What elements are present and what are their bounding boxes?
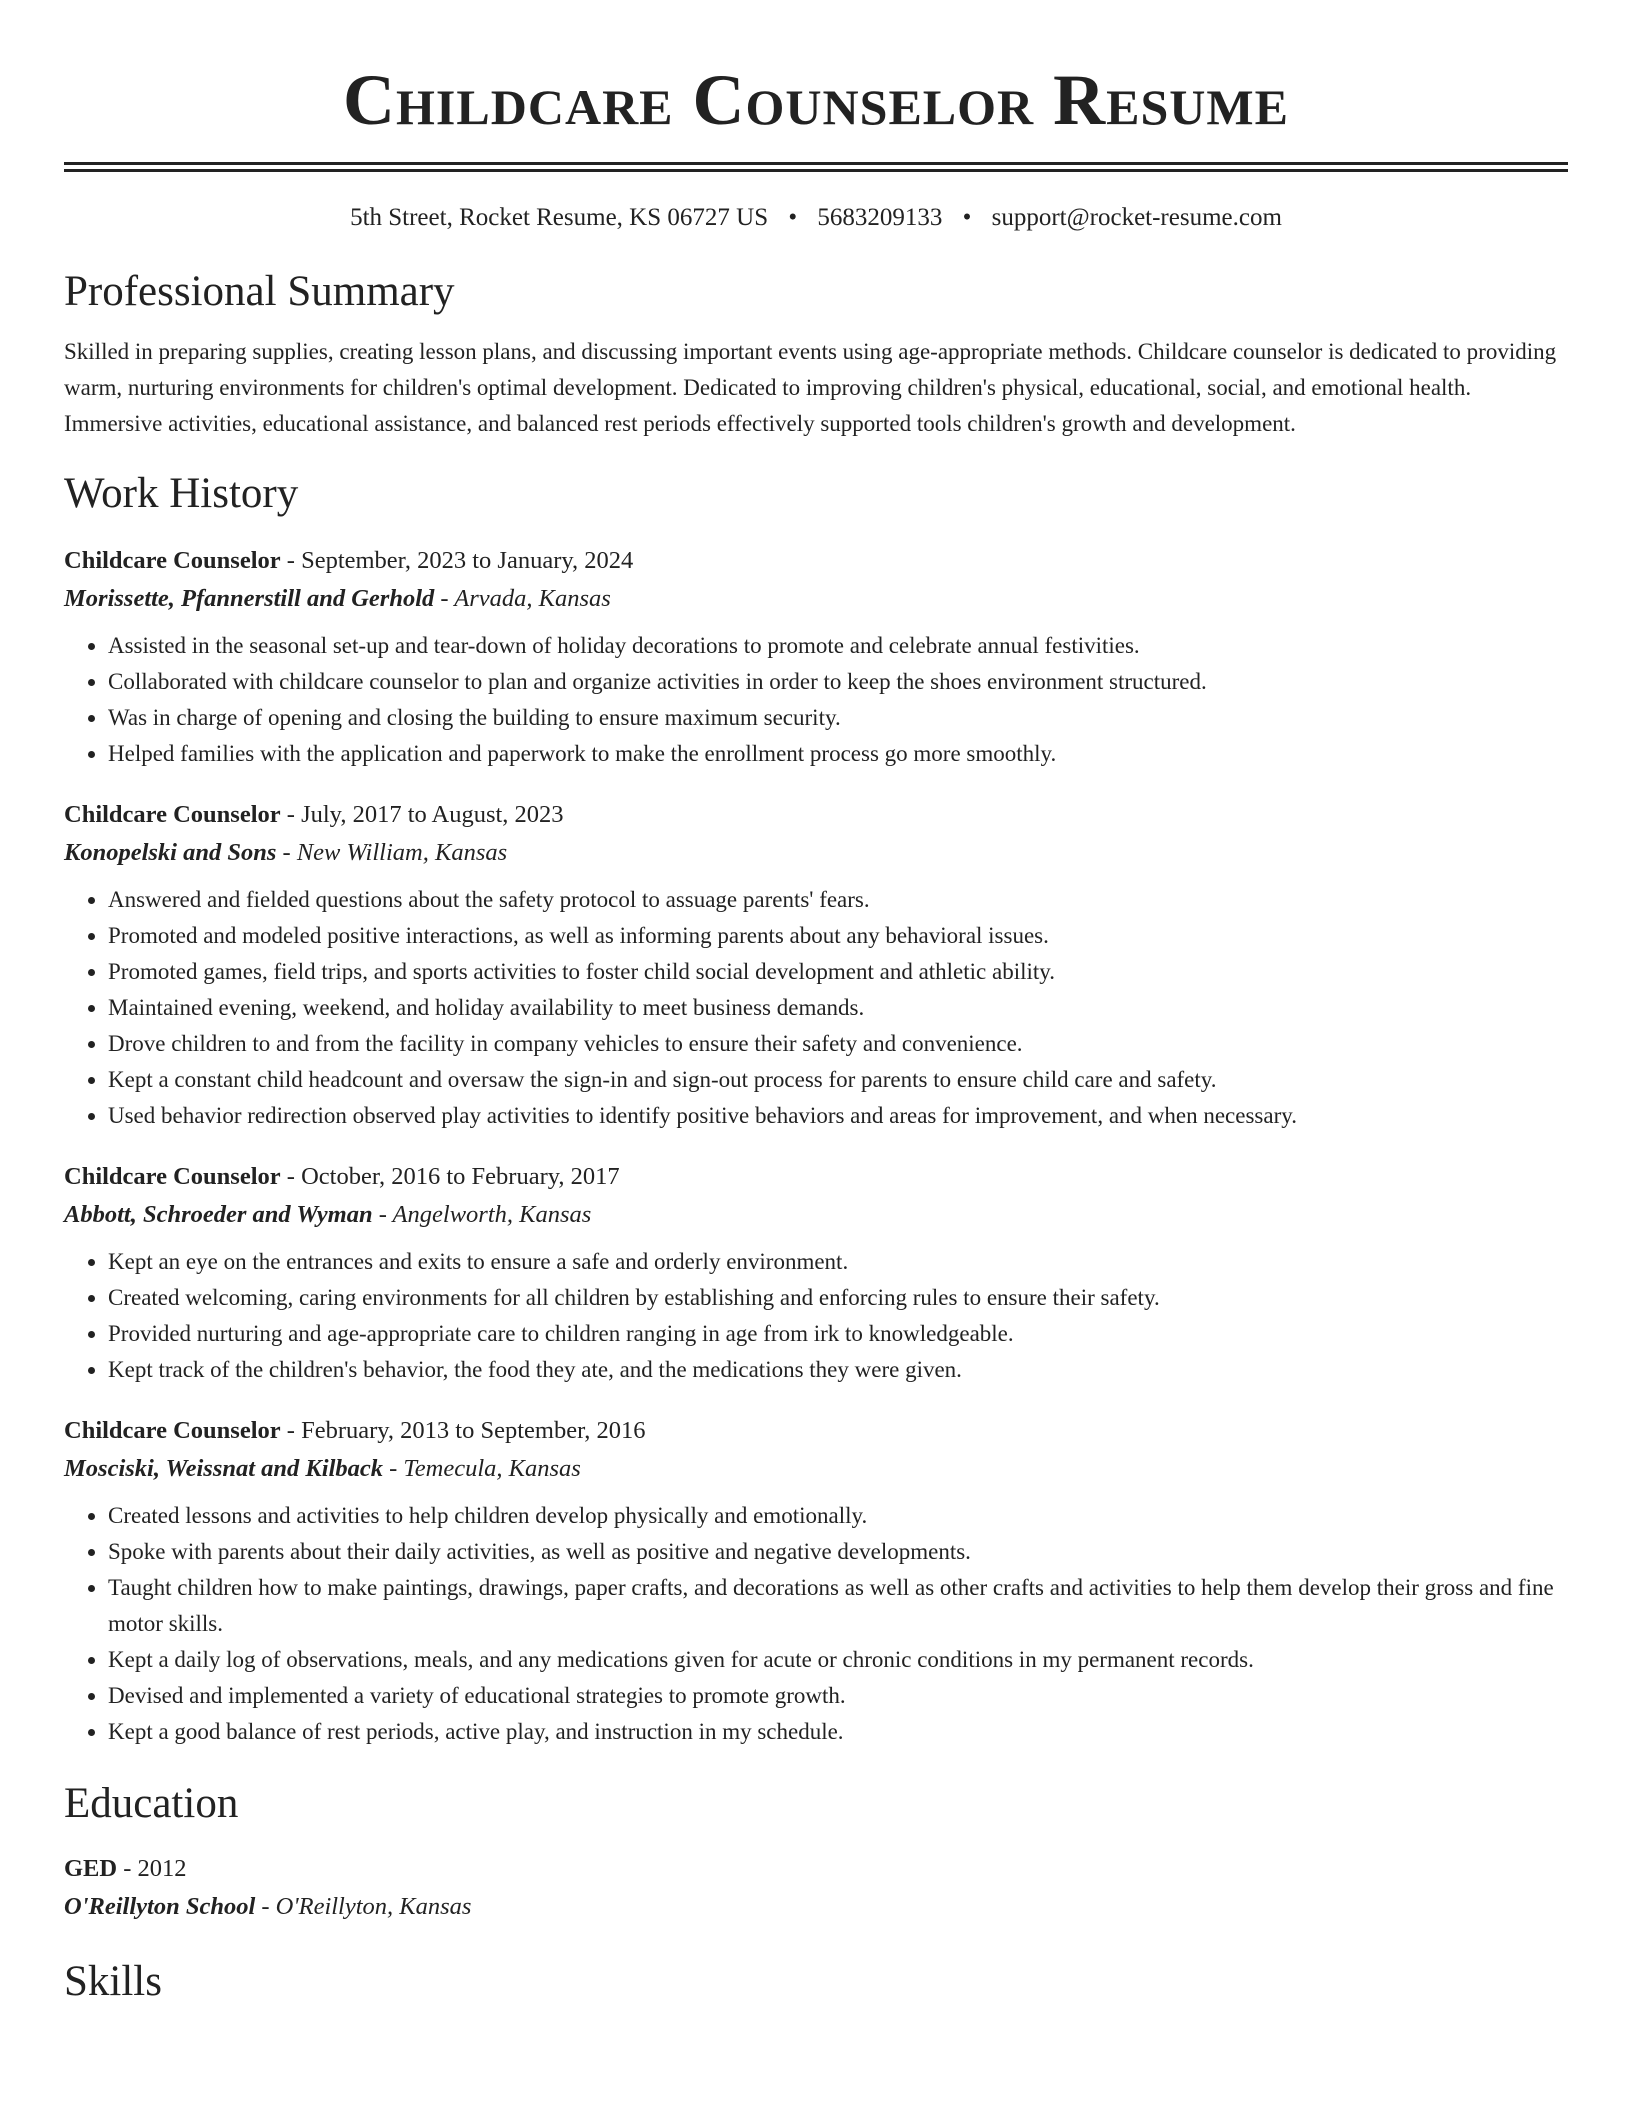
job-bullets (64, 882, 1568, 1134)
job-company: Abbott, Schroeder and Wyman (64, 1201, 373, 1228)
education-heading: Education (64, 1780, 239, 1827)
contact-phone: 5683209133 (817, 204, 943, 231)
job-location: - Temecula, Kansas (383, 1455, 581, 1482)
job-bullet: • Collaborated with childcare counselor to plan and organize activities in order to keep the shoes environment structured. (108, 664, 1568, 700)
job-entry (64, 1158, 1568, 1388)
job-bullet: • Used behavior redirection observed play activities to identify positive behaviors and areas for improvement, and when necessary. (108, 1098, 1568, 1134)
job-bullet: • Created welcoming, caring environments for all children by establishing and enforcing rules to ensure their safety. (108, 1280, 1568, 1316)
job-title-line (64, 1412, 1568, 1450)
job-bullet: • Helped families with the application and paperwork to make the enrollment process go more smoothly. (108, 736, 1568, 772)
job-bullet: • Promoted and modeled positive interactions, as well as informing parents about any behavioral issues. (108, 918, 1568, 954)
job-title: Childcare Counselor (64, 801, 281, 828)
summary-heading: Professional Summary (64, 268, 455, 315)
job-entry (64, 1412, 1568, 1750)
job-bullet: • Kept track of the children's behavior, the food they ate, and the medications they were given. (108, 1352, 1568, 1388)
job-bullet: • Spoke with parents about their daily activities, as well as positive and negative developments. (108, 1534, 1568, 1570)
job-title-line (64, 796, 1568, 834)
contact-email: support@rocket-resume.com (991, 204, 1282, 231)
contact-separator: • (788, 204, 798, 231)
summary-text: Skilled in preparing supplies, creating lesson plans, and discussing important events using age-appropriate methods. Childcare counselor is dedicated to providing warm, nurturing environments for children's optimal development. Dedicated to improving children's physical, educational, social, and emotional health. Immersive activities, educational assistance, and balanced rest periods effectively supported tools children's growth and development. (64, 339, 1557, 436)
job-bullet: • Kept a constant child headcount and oversaw the sign-in and sign-out process for parents to ensure child care and safety. (108, 1062, 1568, 1098)
job-bullet: • Created lessons and activities to help children develop physically and emotionally. (108, 1498, 1568, 1534)
job-bullet: • Was in charge of opening and closing the building to ensure maximum security. (108, 700, 1568, 736)
education-school: O'Reillyton School (64, 1893, 256, 1920)
work-history-heading: Work History (64, 470, 299, 517)
contact-line (64, 202, 1568, 234)
job-company-line (64, 580, 1568, 618)
job-company-line (64, 834, 1568, 872)
job-company: Konopelski and Sons (64, 839, 277, 866)
job-dates: - February, 2013 to September, 2016 (280, 1417, 646, 1444)
job-location: - Angelworth, Kansas (372, 1201, 592, 1228)
resume-page (64, 0, 1568, 2008)
education-year: - 2012 (117, 1855, 187, 1882)
job-entry (64, 796, 1568, 1134)
resume-title: Childcare Counselor Resume (343, 60, 1289, 140)
job-bullet: • Taught children how to make paintings, drawings, paper crafts, and decorations as well as other crafts and activities to help them develop their gross and fine motor skills. (108, 1570, 1568, 1642)
job-title: Childcare Counselor (64, 1163, 281, 1190)
job-company-line (64, 1196, 1568, 1234)
title-double-rule (64, 162, 1568, 172)
job-location: - Arvada, Kansas (434, 585, 611, 612)
job-dates: - July, 2017 to August, 2023 (280, 801, 564, 828)
education-degree: GED (64, 1855, 118, 1882)
job-bullet: • Assisted in the seasonal set-up and tear-down of holiday decorations to promote and celebrate annual festivities. (108, 628, 1568, 664)
job-company: Morissette, Pfannerstill and Gerhold (64, 585, 435, 612)
job-title-line (64, 542, 1568, 580)
contact-separator: • (962, 204, 972, 231)
job-bullet: • Kept an eye on the entrances and exits to ensure a safe and orderly environment. (108, 1244, 1568, 1280)
job-entry (64, 542, 1568, 772)
job-bullets (64, 628, 1568, 772)
education-degree-line (64, 1850, 1568, 1888)
job-bullets (64, 1244, 1568, 1388)
job-title-line (64, 1158, 1568, 1196)
job-bullet: • Drove children to and from the facility in company vehicles to ensure their safety and convenience. (108, 1026, 1568, 1062)
education-location: - O'Reillyton, Kansas (255, 1893, 472, 1920)
job-bullets (64, 1498, 1568, 1750)
job-bullet: • Promoted games, field trips, and sports activities to foster child social development and athletic ability. (108, 954, 1568, 990)
job-bullet: • Devised and implemented a variety of educational strategies to promote growth. (108, 1678, 1568, 1714)
job-bullet: • Maintained evening, weekend, and holiday availability to meet business demands. (108, 990, 1568, 1026)
job-company-line (64, 1450, 1568, 1488)
job-bullet: • Kept a good balance of rest periods, active play, and instruction in my schedule. (108, 1714, 1568, 1750)
job-dates: - September, 2023 to January, 2024 (280, 547, 634, 574)
job-title: Childcare Counselor (64, 1417, 281, 1444)
job-bullet: • Provided nurturing and age-appropriate care to children ranging in age from irk to knowledgeable. (108, 1316, 1568, 1352)
job-title: Childcare Counselor (64, 547, 281, 574)
job-company: Mosciski, Weissnat and Kilback (64, 1455, 384, 1482)
contact-address: 5th Street, Rocket Resume, KS 06727 US (350, 204, 769, 231)
job-bullet: • Answered and fielded questions about the safety protocol to assuage parents' fears. (108, 882, 1568, 918)
education-entry (64, 1850, 1568, 1926)
job-bullet: • Kept a daily log of observations, meals, and any medications given for acute or chronic conditions in my permanent records. (108, 1642, 1568, 1678)
job-location: - New William, Kansas (276, 839, 508, 866)
education-school-line (64, 1888, 1568, 1926)
skills-heading: Skills (64, 1958, 162, 2005)
job-dates: - October, 2016 to February, 2017 (280, 1163, 620, 1190)
